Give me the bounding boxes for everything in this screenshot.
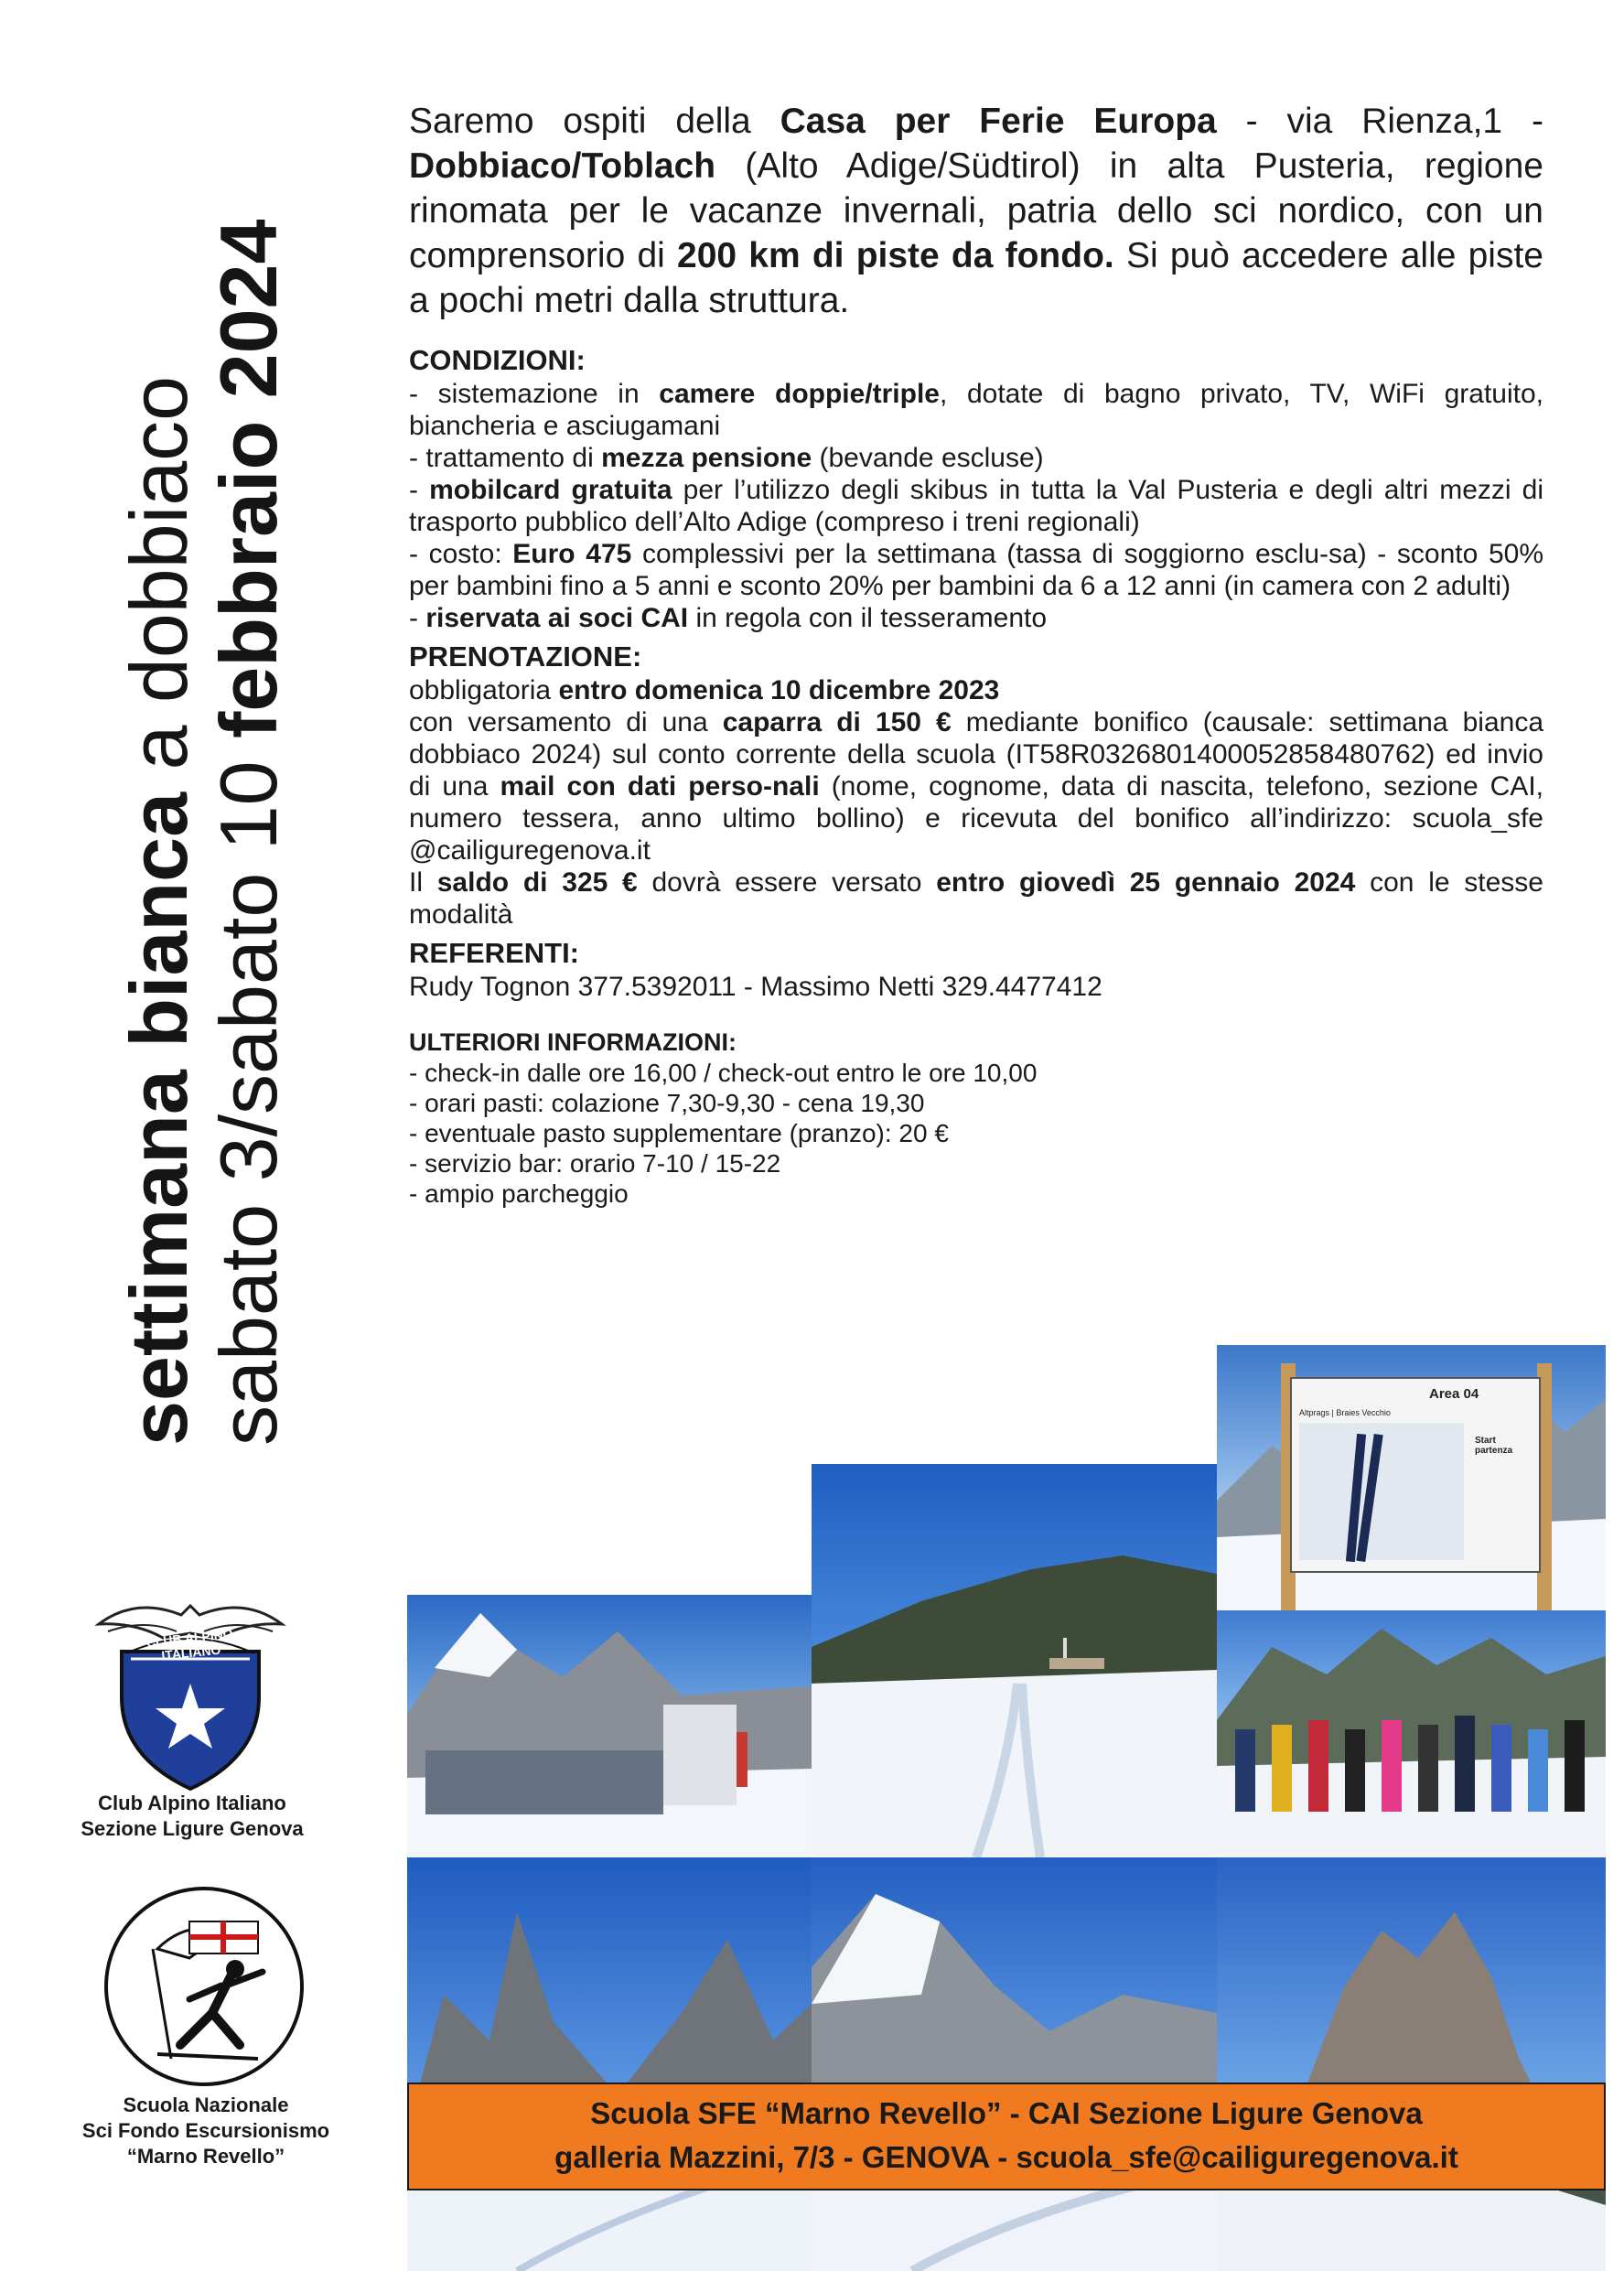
trail-sign-area: Area 04 xyxy=(1429,1386,1479,1402)
condizioni-item: - riservata ai soci CAI in regola con il tesseramento xyxy=(409,603,1048,633)
cai-caption: Club Alpino Italiano Sezione Ligure Genova xyxy=(81,1792,304,1840)
ulteriori-item: - orari pasti: colazione 7,30-9,30 - cena 19,30 xyxy=(409,1089,925,1117)
condizioni-item: - sistemazione in camere doppie/triple, dotate di bagno privato, TV, WiFi gratuito, biancheria e asciugamani xyxy=(409,379,1543,441)
photo-group-skiers xyxy=(1217,1610,1606,1857)
referenti-heading: REFERENTI: xyxy=(409,937,579,969)
saldo-text: Il saldo di 325 € dovrà essere versato entro giovedì 25 gennaio 2024 con le stesse modalità xyxy=(409,867,1543,930)
condizioni-section xyxy=(409,343,1543,634)
photo-valley-trail xyxy=(812,1464,1217,1857)
title-line-2: sabato 3/sabato 10 febbraio 2024 xyxy=(203,219,294,1446)
condizioni-heading: CONDIZIONI: xyxy=(409,344,586,376)
ulteriori-item: - eventuale pasto supplementare (pranzo): 20 € xyxy=(409,1119,949,1147)
trail-sign-route: Altprags | Braies Vecchio xyxy=(1299,1408,1391,1417)
photo-mountains-center xyxy=(812,1857,1217,2271)
ulteriori-item: - servizio bar: orario 7-10 / 15-22 xyxy=(409,1149,781,1178)
ulteriori-item: - ampio parcheggio xyxy=(409,1179,629,1208)
banner-line-2: galleria Mazzini, 7/3 - GENOVA - scuola_sfe@cailiguregenova.it xyxy=(554,2140,1458,2174)
condizioni-item: - trattamento di mezza pensione (bevande escluse) xyxy=(409,443,1044,473)
prenotazione-section xyxy=(409,640,1543,931)
skier-figures xyxy=(1235,1711,1592,1821)
ulteriori-section xyxy=(409,1027,1543,1209)
title-line-1: settimana bianca a dobbiaco xyxy=(113,375,204,1446)
prenotazione-text: con versamento di una caparra di 150 € mediante bonifico (causale: settimana bianca dobbiaco 2024) sul conto corrente della scuola (IT58R0326801400052858480762) ed invio di una mail con dati perso-nali (nome, cognome, data di nascita, telefono, sezione CAI, numero tessera, anno ultimo bollino) e ricevuta del bonifico all’indirizzo: scuola_sfe @cailiguregenova.it xyxy=(409,707,1544,866)
sfe-caption: Scuola Nazionale Sci Fondo Escursionismo “Marno Revello” xyxy=(81,2093,330,2168)
referenti-section xyxy=(409,936,1543,1003)
trail-sign-start: Start partenza xyxy=(1475,1436,1513,1456)
trail-sign-board xyxy=(1290,1377,1541,1573)
sfe-logo xyxy=(102,1885,306,2088)
referenti-text: Rudy Tognon 377.5392011 - Massimo Netti 329.4477412 xyxy=(409,972,1102,1002)
photo-dolomites-left xyxy=(407,1857,812,2271)
intro-paragraph: Saremo ospiti della Casa per Ferie Europa - via Rienza,1 - Dobbiaco/Toblach (Alto Adige/Südtirol) in alta Pusteria, regione rinomata per le vacanze invernali, patria dello sci nordico, con un comprensorio di 200 km di piste da fondo. Si può accedere alle piste a pochi metri dalla struttura. xyxy=(409,102,1543,320)
cai-logo xyxy=(81,1588,300,1798)
vertical-title xyxy=(114,201,294,1446)
prenotazione-deadline: obbligatoria entro domenica 10 dicembre 2023 xyxy=(409,675,1000,705)
contact-banner xyxy=(407,2083,1606,2190)
condizioni-item: - costo: Euro 475 complessivi per la settimana (tassa di soggiorno esclu-sa) - sconto 50% per bambini fino a 5 anni e sconto 20% per bambini da 6 a 12 anni (in camera con 2 adulti) xyxy=(409,539,1543,601)
photo-peaks-right xyxy=(1217,1857,1606,2271)
prenotazione-heading: PRENOTAZIONE: xyxy=(409,640,642,673)
text-column xyxy=(409,99,1543,1209)
ulteriori-heading: ULTERIORI INFORMAZIONI: xyxy=(409,1028,737,1056)
photo-trail-sign xyxy=(1217,1345,1606,1610)
cai-ring-text: CLUB ALPINO ITALIANO xyxy=(145,1626,234,1663)
photo-stadium xyxy=(407,1595,812,1857)
condizioni-item: - mobilcard gratuita per l’utilizzo degli skibus in tutta la Val Pusteria e degli altri mezzi di trasporto pubblico dell’Alto Adige (compreso i treni regionali) xyxy=(409,475,1543,537)
ulteriori-item: - check-in dalle ore 16,00 / check-out entro le ore 10,00 xyxy=(409,1059,1038,1087)
banner-line-1: Scuola SFE “Marno Revello” - CAI Sezione Ligure Genova xyxy=(590,2096,1423,2130)
